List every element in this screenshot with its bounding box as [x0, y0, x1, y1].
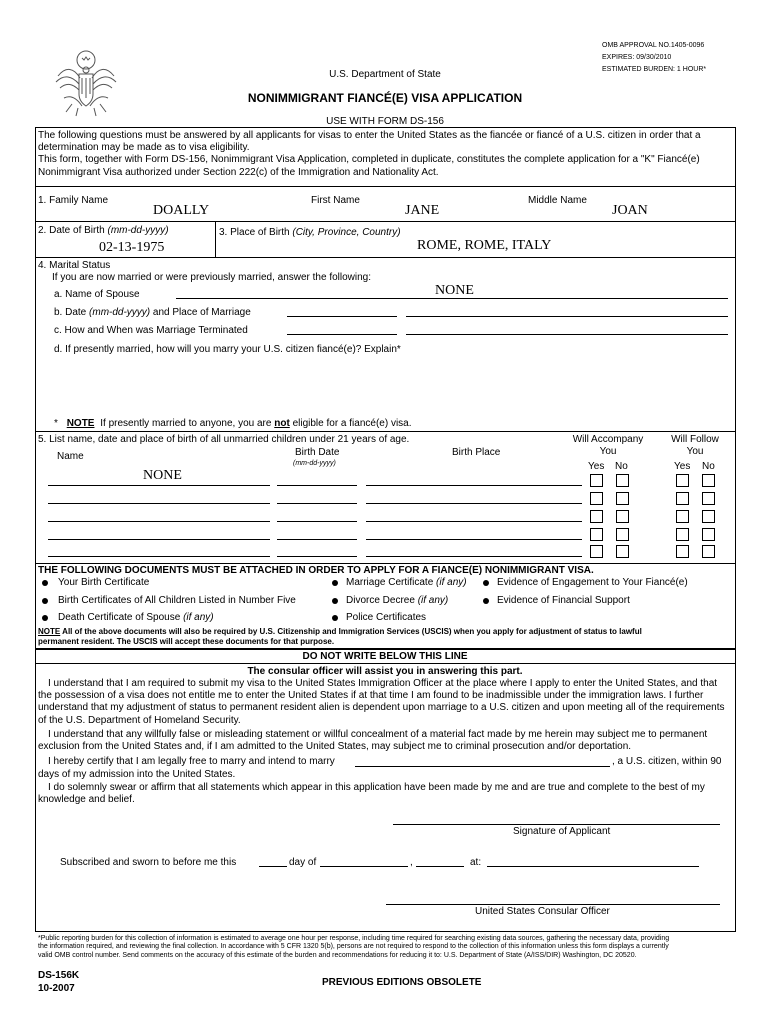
pob-label-text: 3. Place of Birth: [219, 227, 290, 238]
middle-name-label: Middle Name: [528, 195, 587, 206]
marital-intro: If you are now married or were previously married, answer the following:: [52, 272, 372, 283]
checkbox-icon[interactable]: [676, 528, 689, 541]
pob-value[interactable]: ROME, ROME, ITALY: [417, 238, 552, 253]
divider: [35, 221, 736, 222]
child-name-column: Name: [57, 451, 84, 462]
department-seal: [52, 48, 120, 120]
child-entry-line[interactable]: [277, 521, 357, 522]
family-name-value[interactable]: DOALLY: [153, 203, 210, 218]
note-star: *: [54, 418, 58, 429]
dob-value[interactable]: 02-13-1975: [99, 240, 165, 255]
pob-label: [219, 227, 401, 238]
will-follow-line-1: Will Follow: [671, 434, 719, 445]
family-name-label: 1. Family Name: [38, 195, 109, 206]
department-name: U.S. Department of State: [329, 69, 441, 80]
doc-death-certificate: [58, 612, 214, 623]
declaration-line: of the U.S. Department of Homeland Security.: [38, 714, 241, 726]
checkbox-icon[interactable]: [676, 492, 689, 505]
documents-note-text-1: All of the above documents will also be required by U.S. Citizenship and Immigration Services (USCIS) when you apply for adjustment of status to lawful: [62, 627, 642, 636]
bullet-icon: [483, 598, 489, 604]
marriage-terminated-line-1: [287, 334, 397, 335]
omb-approval: OMB APPROVAL NO.1405-0096: [602, 42, 705, 49]
divider: [35, 663, 736, 664]
child-entry-line[interactable]: [48, 539, 270, 540]
divider: [35, 431, 736, 432]
checkbox-icon[interactable]: [616, 528, 629, 541]
intro-text: [38, 130, 701, 179]
child-birth-date-column: Birth Date: [295, 447, 340, 458]
dob-label-text: 2. Date of Birth: [38, 225, 105, 236]
doc-engagement-evidence: Evidence of Engagement to Your Fiancé(e): [497, 577, 688, 588]
doc-police-certificates: Police Certificates: [346, 612, 427, 623]
certify-line-2: days of my admission into the United States.: [38, 769, 236, 780]
expiry-date: EXPIRES: 09/30/2010: [602, 54, 672, 61]
declaration-line: I understand that I am required to submit my visa to the United States Immigration Officer at the place where I apply to enter the United States, and that: [48, 678, 718, 689]
intro-line: Nonimmigrant Visa authorized under Section 222(c) of the Immigration and Nationality Act.: [38, 166, 439, 178]
note-text-post: eligible for a fiancé(e) visa.: [292, 418, 412, 429]
intro-line: This form, together with Form DS-156, Nonimmigrant Visa Application, completed in duplicate, constitutes the complete application for a "K" Fiancé(e): [38, 154, 700, 166]
use-with-note: USE WITH FORM DS-156: [326, 116, 444, 127]
will-follow-column: [660, 434, 730, 458]
bullet-icon: [332, 598, 338, 604]
child-entry-line[interactable]: [48, 503, 270, 504]
marriage-date-format: (mm-dd-yyyy): [89, 307, 151, 318]
doc-marriage-certificate-text: Marriage Certificate: [346, 577, 434, 588]
burden-notice: [38, 935, 669, 960]
child-birth-date-format: (mm-dd-yyyy): [293, 460, 336, 467]
certify-text-post: , a U.S. citizen, within 90: [612, 756, 722, 767]
marriage-place-line: [406, 316, 728, 317]
checkbox-icon[interactable]: [590, 545, 603, 558]
declaration-line: knowledge and belief.: [38, 794, 135, 806]
child-entry-line[interactable]: [48, 521, 270, 522]
divider: [35, 186, 736, 187]
child-entry-line[interactable]: [48, 556, 270, 557]
form-date: 10-2007: [38, 983, 75, 994]
checkbox-icon[interactable]: [702, 474, 715, 487]
documents-heading: THE FOLLOWING DOCUMENTS MUST BE ATTACHED IN ORDER TO APPLY FOR A FIANCE(E) NONIMMIGRANT VISA.: [38, 565, 594, 576]
checkbox-icon[interactable]: [616, 510, 629, 523]
marriage-place-text: and Place of Marriage: [152, 307, 251, 318]
doc-financial-support: Evidence of Financial Support: [497, 595, 630, 606]
sworn-month-line: [320, 866, 408, 867]
child-birth-place-column: Birth Place: [452, 447, 501, 458]
will-accompany-line-1: Will Accompany: [572, 434, 644, 445]
doc-divorce-decree-note: (if any): [417, 595, 449, 606]
doc-marriage-certificate: [346, 577, 467, 588]
documents-note-label: NOTE: [38, 627, 61, 636]
child-entry-line[interactable]: [366, 521, 582, 522]
first-name-label: First Name: [311, 195, 360, 206]
bullet-icon: [42, 615, 48, 621]
dob-label: [38, 225, 169, 236]
spouse-name-value[interactable]: NONE: [435, 283, 474, 298]
checkbox-icon[interactable]: [676, 545, 689, 558]
first-name-value[interactable]: JANE: [405, 203, 440, 218]
dob-format: (mm-dd-yyyy): [107, 225, 169, 236]
intro-line: The following questions must be answered by all applicants for visas to enter the United States as the fiancée or fiancé of a U.S. citizen in order that a: [38, 130, 701, 141]
bullet-icon: [483, 580, 489, 586]
checkbox-icon[interactable]: [616, 474, 629, 487]
officer-label: United States Consular Officer: [475, 906, 610, 917]
child-entry-line[interactable]: [277, 503, 357, 504]
sworn-place-line: [487, 866, 699, 867]
sworn-day-line: [259, 866, 287, 867]
checkbox-icon[interactable]: [702, 492, 715, 505]
divider: [35, 648, 736, 650]
divider: [35, 563, 736, 564]
middle-name-value[interactable]: JOAN: [612, 203, 648, 218]
declaration-line: understand that my adjustment of status to permanent resident alien is dependent upon marriage to a U.S. citizen and upon meeting all of the requirements: [38, 702, 725, 714]
burden-notice-line: *Public reporting burden for this collection of information is estimated to average one hour per response, including time required for searching existing data sources, gathering the necessary data, providing: [38, 935, 670, 942]
form-number: DS-156K: [38, 970, 80, 981]
doc-marriage-certificate-note: (if any): [436, 577, 467, 588]
follow-yes-label: Yes: [674, 461, 691, 472]
pob-format: (City, Province, Country): [292, 227, 401, 238]
note-not: not: [274, 418, 290, 429]
declaration-line: exclusion from the United States and, if I am admitted to the United States, may subject me to criminal prosecution and/or deportation.: [38, 741, 632, 753]
divider: [35, 257, 736, 258]
explain-label: d. If presently married, how will you marry your U.S. citizen fiancé(e)? Explain*: [54, 344, 401, 355]
checkbox-icon[interactable]: [590, 492, 603, 505]
doc-children-certificates: Birth Certificates of All Children Listed in Number Five: [58, 595, 296, 606]
will-accompany-line-2: You: [599, 446, 617, 457]
divider: [215, 221, 216, 257]
intro-line: determination may be made as to visa eligibility.: [38, 142, 250, 154]
documents-note-line-2: permanent resident. The USCIS will accept these documents for that purpose.: [38, 637, 335, 646]
form-title: NONIMMIGRANT FIANCÉ(E) VISA APPLICATION: [247, 91, 523, 105]
will-follow-line-2: You: [686, 446, 704, 457]
checkbox-icon[interactable]: [676, 474, 689, 487]
child-entry-line[interactable]: [277, 539, 357, 540]
previous-editions-obsolete: PREVIOUS EDITIONS OBSOLETE: [322, 977, 482, 988]
doc-birth-certificate: Your Birth Certificate: [58, 577, 150, 588]
follow-no-label: No: [702, 461, 715, 472]
declaration-line: I understand that any willfully false or misleading statement or willful concealment of a material fact made by me herein may subject me to permanent: [48, 729, 708, 740]
accompany-yes-label: Yes: [588, 461, 605, 472]
child-entry-line[interactable]: [366, 556, 582, 557]
bullet-icon: [42, 598, 48, 604]
not-eligible-note: [54, 418, 412, 429]
doc-death-certificate-note: (if any): [183, 612, 214, 623]
sworn-text: Subscribed and sworn to before me this: [60, 857, 237, 868]
checkbox-icon[interactable]: [590, 474, 603, 487]
spouse-name-line: [176, 298, 728, 299]
consular-assist-note: The consular officer will assist you in answering this part.: [247, 666, 523, 677]
bullet-icon: [42, 580, 48, 586]
estimated-burden: ESTIMATED BURDEN: 1 HOUR*: [602, 66, 707, 73]
children-heading: 5. List name, date and place of birth of all unmarried children under 21 years of age.: [38, 434, 410, 445]
checkbox-icon[interactable]: [702, 545, 715, 558]
child-entry-line[interactable]: [366, 485, 582, 486]
child-entry-line[interactable]: [366, 539, 582, 540]
documents-note-line-1: [38, 627, 642, 637]
bullet-icon: [332, 580, 338, 586]
declaration-line: the possession of a visa does not entitle me to enter the United States if at that time I am found to be inadmissible under the immigration laws. I further: [38, 690, 704, 702]
accompany-no-label: No: [615, 461, 628, 472]
doc-death-certificate-text: Death Certificate of Spouse: [58, 612, 181, 623]
marriage-date-label: [54, 307, 251, 318]
marriage-date-line: [287, 316, 397, 317]
do-not-write-line: DO NOT WRITE BELOW THIS LINE: [302, 651, 468, 662]
checkbox-icon[interactable]: [590, 528, 603, 541]
note-label: NOTE: [66, 418, 95, 429]
signature-line: [393, 824, 720, 825]
checkbox-icon[interactable]: [702, 510, 715, 523]
fiance-name-line: [355, 766, 610, 767]
eagle-seal-icon: [52, 48, 120, 120]
burden-notice-line: valid OMB control number. Send comments on the accuracy of this estimate of the burden and recommendations for reducing it to: U.S. Department of State (A/ISS/DIR) Washington, DC 20520.: [38, 951, 637, 959]
spouse-name-label: a. Name of Spouse: [54, 289, 140, 300]
child-name-value[interactable]: NONE: [143, 468, 182, 483]
checkbox-icon[interactable]: [676, 510, 689, 523]
marriage-date-text: b. Date: [54, 307, 87, 318]
marriage-terminated-line-2: [406, 334, 728, 335]
bullet-icon: [332, 615, 338, 621]
marital-heading: 4. Marital Status: [38, 260, 111, 271]
sworn-comma: ,: [410, 857, 413, 868]
child-entry-line[interactable]: [48, 485, 270, 486]
certify-text: I hereby certify that I am legally free to marry and intend to marry: [48, 756, 335, 767]
marriage-terminated-label: c. How and When was Marriage Terminated: [54, 325, 248, 336]
checkbox-icon[interactable]: [616, 545, 629, 558]
signature-label: Signature of Applicant: [513, 826, 611, 837]
checkbox-icon[interactable]: [616, 492, 629, 505]
sworn-year-line: [416, 866, 464, 867]
documents-note: [38, 627, 642, 647]
sworn-at-label: at:: [470, 857, 482, 868]
child-entry-line[interactable]: [366, 503, 582, 504]
doc-divorce-decree: [346, 595, 448, 606]
note-text-pre: If presently married to anyone, you are: [100, 418, 272, 429]
declaration-para-1: [38, 678, 725, 727]
doc-divorce-decree-text: Divorce Decree: [346, 595, 415, 606]
burden-notice-line: the information required, and reviewing the final collection. In accordance with 5 CFR 1320 5(b), persons are not required to respond to the collection of this information unless this form displays a currently: [38, 943, 669, 951]
declaration-para-2: [38, 729, 707, 753]
sworn-day-label: day of: [289, 857, 317, 868]
declaration-line: I do solemnly swear or affirm that all statements which appear in this application have been made by me and are true and complete to the best of my: [48, 782, 705, 793]
child-entry-line[interactable]: [277, 556, 357, 557]
child-entry-line[interactable]: [277, 485, 357, 486]
officer-signature-line: [386, 904, 720, 905]
declaration-para-4: [38, 782, 705, 806]
checkbox-icon[interactable]: [590, 510, 603, 523]
checkbox-icon[interactable]: [702, 528, 715, 541]
will-accompany-column: [566, 434, 650, 458]
